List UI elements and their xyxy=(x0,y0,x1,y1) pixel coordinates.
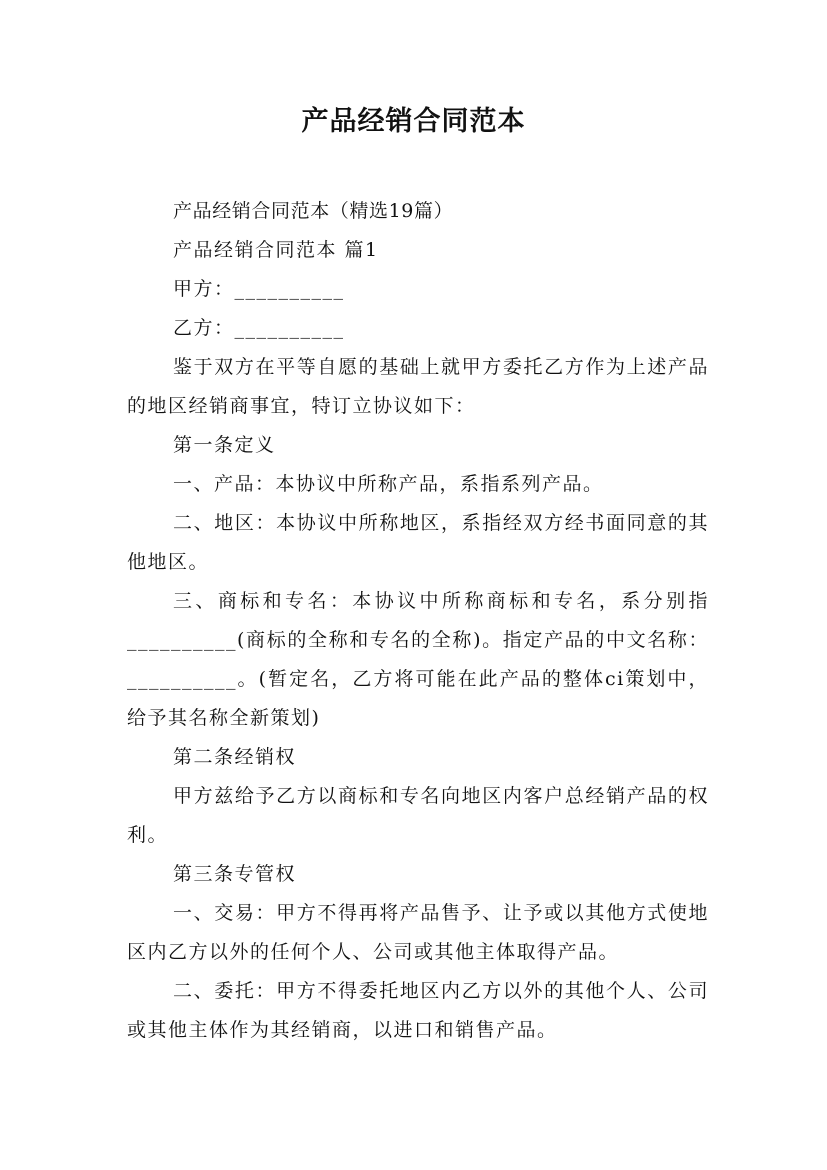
paragraph-article-heading: 产品经销合同范本 篇1 xyxy=(173,239,379,261)
paragraph-exclusive-entrust: 二、委托：甲方不得委托地区内乙方以外的其他个人、公司或其他主体作为其经销商，以进口和销售产品。 xyxy=(127,980,709,1041)
document-title: 产品经销合同范本 xyxy=(301,106,526,137)
document-body xyxy=(127,192,709,1050)
paragraph-exclusive-trade: 一、交易：甲方不得再将产品售予、让予或以其他方式使地区内乙方以外的任何个人、公司或其他主体取得产品。 xyxy=(127,902,709,963)
paragraph-section-1-heading: 第一条定义 xyxy=(173,434,276,456)
paragraph-definition-region: 二、地区：本协议中所称地区，系指经双方经书面同意的其他地区。 xyxy=(127,512,709,573)
paragraph-preamble: 鉴于双方在平等自愿的基础上就甲方委托乙方作为上述产品的地区经销商事宜，特订立协议如下： xyxy=(127,356,709,417)
paragraph-definition-product: 一、产品：本协议中所称产品，系指系列产品。 xyxy=(173,473,604,495)
paragraph-definition-trademark: 三、商标和专名：本协议中所称商标和专名，系分别指__________(商标的全称和专名的全称)。指定产品的中文名称：__________。(暂定名，乙方将可能在此产品的整体ci策划中，给予其名称全新策划) xyxy=(127,590,709,729)
paragraph-section-3-heading: 第三条专管权 xyxy=(173,863,297,885)
paragraph-party-a: 甲方：__________ xyxy=(173,278,345,300)
paragraph-distribution-right: 甲方兹给予乙方以商标和专名向地区内客户总经销产品的权利。 xyxy=(127,785,709,846)
paragraph-section-2-heading: 第二条经销权 xyxy=(173,746,297,768)
paragraph-party-b: 乙方：__________ xyxy=(173,317,345,339)
paragraph-subtitle: 产品经销合同范本（精选19篇） xyxy=(173,200,454,222)
